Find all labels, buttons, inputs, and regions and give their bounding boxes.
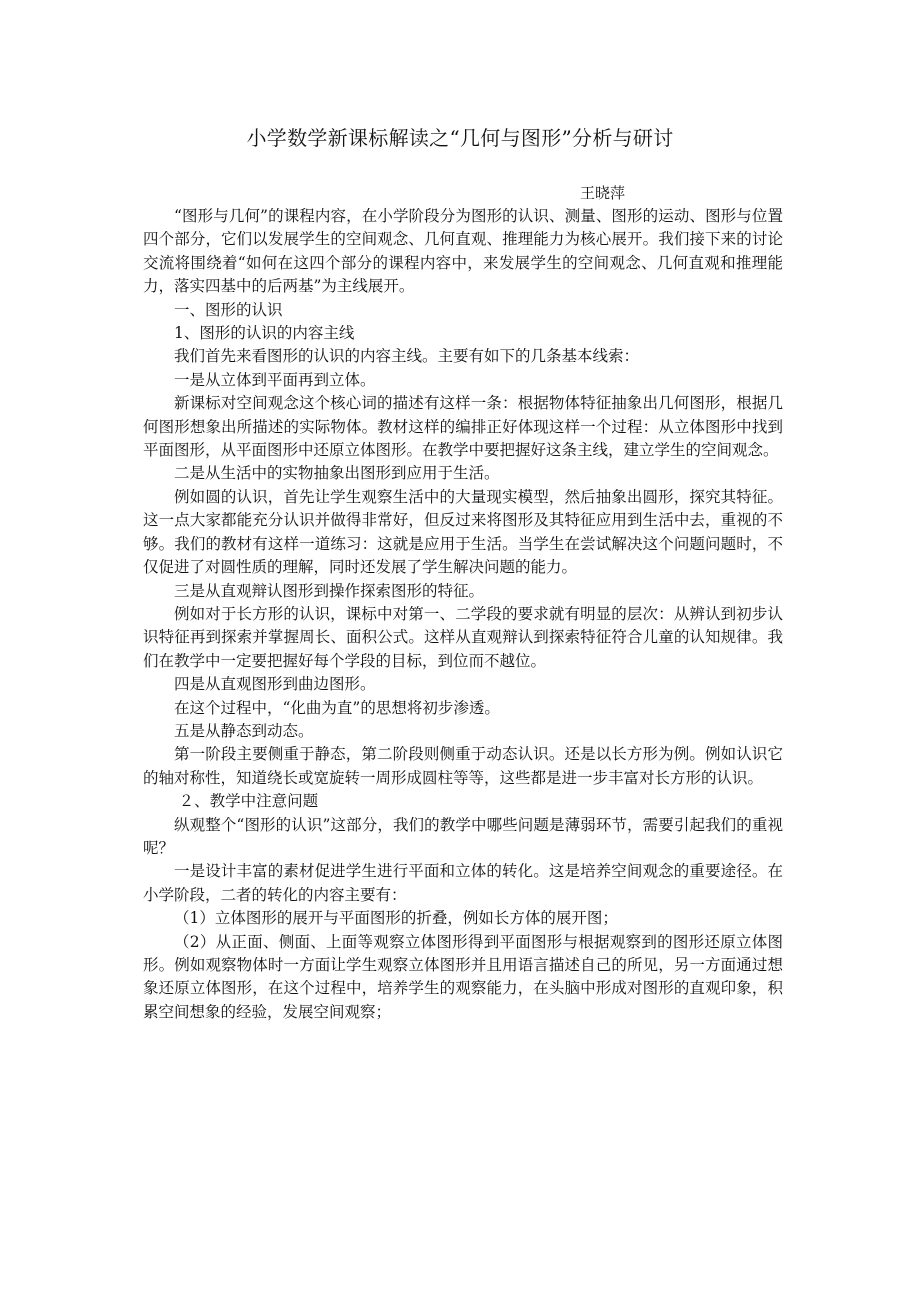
paragraph: 一是从立体到平面再到立体。 [174,370,376,389]
paragraph: 二是从生活中的实物抽象出图形到应用于生活。 [174,464,500,483]
subsection-heading: 1、图形的认识的内容主线 [174,324,355,343]
author-name: 王晓萍 [580,184,626,202]
paragraph: 在这个过程中，“化曲为直”的思想将初步渗透。 [174,698,500,717]
paragraph: 三是从直观辩认图形到操作探索图形的特征。 [174,581,485,600]
paragraph: 第一阶段主要侧重于静态，第二阶段则侧重于动态认识。还是以长方形为例。例如认识它的轴对称性，知道绕长或宽旋转一周形成圆柱等等，这些都是进一步丰富对长方形的认识。 [143,745,783,787]
paragraph: “图形与几何”的课程内容，在小学阶段分为图形的认识、测量、图形的运动、图形与位置四个部分，它们以发展学生的空间观念、几何直观、推理能力为核心展开。我们接下来的讨论交流将围绕着“如何在这四个部分的课程内容中，来发展学生的空间观念、几何直观和推理能力，落实四基中的后两基”为主线展开。 [143,207,783,296]
paragraph: 五是从静态到动态。 [174,721,314,740]
paragraph: 例如圆的认识，首先让学生观察生活中的大量现实模型，然后抽象出圆形，探究其特征。这一点大家都能充分认识并做得非常好，但反过来将图形及其特征应用到生活中去，重视的不够。我们的教材有这样一道练习：这就是应用于生活。当学生在尝试解决这个问题问题时，不仅促进了对圆性质的理解，同时还发展了学生解决问题的能力。 [143,487,783,577]
list-item: （1）立体图形的展开与平面图形的折叠，例如长方体的展开图； [174,909,618,928]
paragraph: 我们首先来看图形的认识的内容主线。主要有如下的几条基本线索： [174,347,640,366]
document-title: 小学数学新课标解读之“几何与图形”分析与研讨 [246,126,674,150]
paragraph: 一是设计丰富的素材促进学生进行平面和立体的转化。这是培养空间观念的重要途径。在小学阶段，二者的转化的内容主要有： [143,862,783,904]
document-body [143,205,783,1024]
paragraph: 新课标对空间观念这个核心词的描述有这样一条：根据物体特征抽象出几何图形，根据几何图形想象出所描述的实际物体。教材这样的编排正好体现这样一个过程：从立体图形中找到平面图形，从平面图形中还原立体图形。在教学中要把握好这条主线，建立学生的空间观念。 [143,394,783,460]
paragraph: 四是从直观图形到曲边图形。 [174,675,376,694]
subsection-heading: ２、教学中注意问题 [178,792,319,811]
paragraph: 例如对于长方形的认识，课标中对第一、二学段的要求就有明显的层次：从辨认到初步认识特征再到探索并掌握周长、面积公式。这样从直观辩认到探索特征符合儿童的认知规律。我们在教学中一定要把握好每个学段的目标，到位而不越位。 [143,604,783,670]
section-heading: 一、图形的认识 [174,300,283,319]
paragraph: 纵观整个“图形的认识”这部分，我们的教学中哪些问题是薄弱环节，需要引起我们的重视呢？ [143,815,783,857]
list-item: （2）从正面、侧面、上面等观察立体图形得到平面图形与根据观察到的图形还原立体图形。例如观察物体时一方面让学生观察立体图形并且用语言描述自己的所见，另一方面通过想象还原立体图形，在这个过程中，培养学生的观察能力，在头脑中形成对图形的直观印象，积累空间想象的经验，发展空间观察； [143,932,783,1021]
